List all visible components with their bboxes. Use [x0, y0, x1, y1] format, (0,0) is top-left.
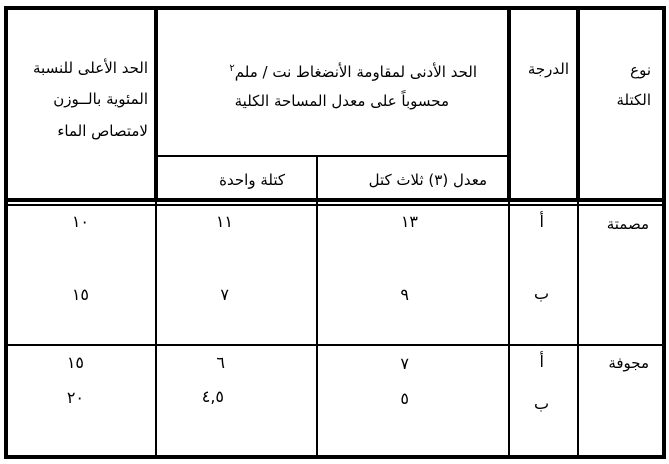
row-hollow-avg-b: ٥: [400, 389, 409, 408]
table-left-border: [4, 6, 8, 459]
superscript-two: ٢: [229, 63, 235, 74]
header-single-block: كتلة واحدة: [219, 171, 285, 189]
header-max-absorption-line2: المئوية بالــوزن: [53, 90, 148, 108]
table-right-border: [662, 6, 666, 459]
column-divider-1: [154, 6, 158, 198]
column-divider-4-body: [577, 198, 579, 455]
column-divider-4: [576, 6, 580, 198]
header-min-strength-line1: الحد الأدنى لمقاومة الأنضغاط نت / ملم$^٢$: [229, 63, 477, 81]
row-hollow-absorption-b: ٢٠: [66, 388, 84, 407]
row-hollow-single-b: ٤,٥: [201, 387, 224, 406]
column-divider-1-body: [155, 198, 157, 455]
row-hollow-type: مجوفة: [608, 354, 649, 372]
row-solid-avg-b: ٩: [400, 285, 409, 304]
column-divider-2: [316, 155, 318, 455]
row-solid-single-b: ٧: [220, 285, 229, 304]
column-divider-3: [507, 6, 511, 198]
row-solid-absorption-b: ١٥: [71, 285, 89, 304]
header-max-absorption-line3: لامتصاص الماء: [57, 122, 148, 140]
row-solid-type: مصمتة: [606, 215, 649, 233]
row-solid-single-a: ١١: [215, 212, 233, 231]
row-solid-grade-a: أ: [539, 212, 544, 231]
row-hollow-single-a: ٦: [216, 353, 225, 372]
row-hollow-grade-b: ب: [533, 394, 549, 413]
row-hollow-grade-a: أ: [539, 352, 544, 371]
table-bottom-border: [4, 455, 666, 459]
row-solid-grade-b: ب: [533, 284, 549, 303]
row-divider: [4, 344, 666, 346]
row-hollow-avg-a: ٧: [400, 354, 409, 373]
header-grade: الدرجة: [527, 60, 569, 78]
table-top-border: [4, 6, 666, 10]
row-solid-absorption-a: ١٠: [71, 212, 89, 231]
header-bottom-border: [4, 198, 666, 202]
row-divider-top: [4, 204, 666, 206]
sub-header-divider: [157, 155, 511, 157]
row-hollow-absorption-a: ١٥: [66, 353, 84, 372]
header-block-type: نوع الكتلة: [616, 61, 651, 109]
header-min-strength-line2: محسوباً على معدل المساحة الكلية: [234, 92, 449, 110]
column-divider-3-body: [508, 198, 510, 455]
row-solid-avg-a: ١٣: [400, 212, 418, 231]
header-avg-three: معدل (٣) ثلاث كتل: [368, 171, 487, 189]
header-max-absorption-line1: الحد الأعلى للنسبة: [33, 59, 148, 77]
